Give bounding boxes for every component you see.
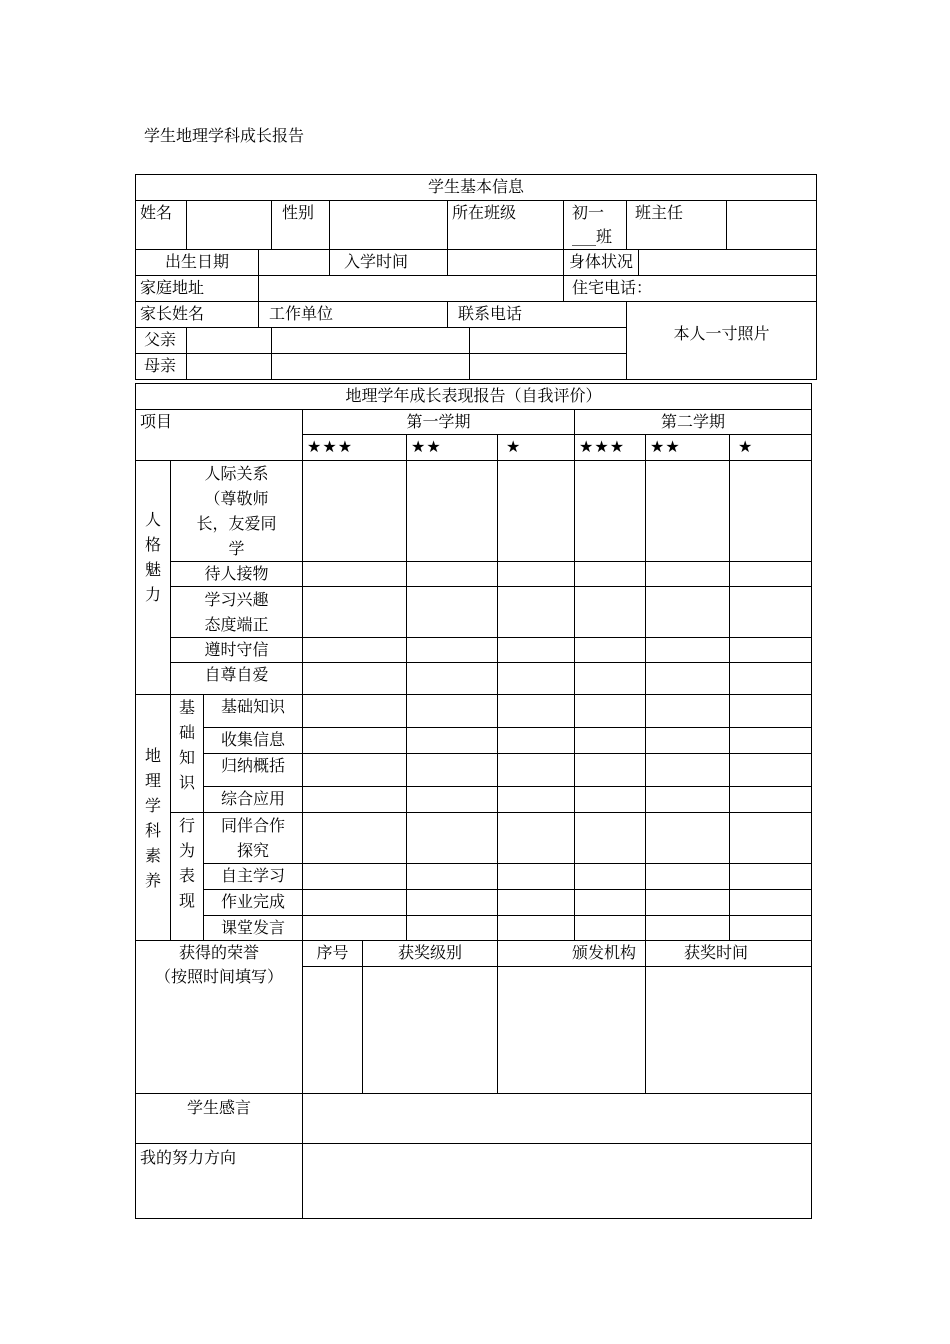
learning-attitude-item: 学习兴趣态度端正	[171, 587, 303, 638]
rating-cell[interactable]	[646, 813, 730, 864]
honors-title: 获得的荣誉	[178, 943, 259, 962]
photo-box: 本人一寸照片	[627, 302, 817, 380]
seq-header: 序号	[303, 941, 363, 967]
growth-report-header: 地理学年成长表现报告（自我评价）	[136, 384, 812, 410]
term1-label: 第一学期	[303, 410, 575, 435]
rating-cell[interactable]	[498, 461, 575, 562]
class-speech-item: 课堂发言	[204, 916, 303, 941]
rating-cell[interactable]	[498, 916, 575, 941]
rating-cell[interactable]	[303, 864, 407, 890]
rating-cell[interactable]	[303, 461, 407, 562]
rating-cell[interactable]	[407, 813, 498, 864]
rating-cell[interactable]	[730, 864, 812, 890]
rating-cell[interactable]	[303, 695, 407, 728]
father-phone-value[interactable]	[470, 328, 627, 354]
manners-item: 待人接物	[171, 562, 303, 587]
self-respect-item: 自尊自爱	[171, 663, 303, 695]
term2-one-star: ★	[730, 435, 812, 461]
birth-date-label: 出生日期	[136, 250, 259, 276]
rating-cell[interactable]	[498, 663, 575, 695]
rating-cell[interactable]	[407, 461, 498, 562]
rating-cell[interactable]	[730, 461, 812, 562]
feelings-label: 学生感言	[136, 1094, 303, 1144]
home-address-value[interactable]	[259, 276, 564, 302]
rating-cell[interactable]	[498, 813, 575, 864]
rating-cell[interactable]	[407, 754, 498, 787]
application-item: 综合应用	[204, 787, 303, 813]
rating-cell[interactable]	[575, 562, 646, 587]
rating-cell[interactable]	[646, 562, 730, 587]
term1-one-star: ★	[498, 435, 575, 461]
rating-cell[interactable]	[575, 587, 646, 638]
father-label: 父亲	[136, 328, 187, 354]
rating-cell[interactable]	[303, 728, 407, 754]
award-time-cell[interactable]	[646, 967, 812, 1094]
rating-cell[interactable]	[303, 663, 407, 695]
rating-cell[interactable]	[498, 587, 575, 638]
birth-date-value[interactable]	[259, 250, 330, 276]
basic-knowledge-item: 基础知识	[204, 695, 303, 728]
rating-cell[interactable]	[646, 754, 730, 787]
rating-cell[interactable]	[303, 754, 407, 787]
health-value[interactable]	[639, 250, 817, 276]
rating-cell[interactable]	[498, 890, 575, 916]
rating-cell[interactable]	[303, 638, 407, 663]
basic-knowledge-text: 基础知识	[179, 698, 196, 792]
name-label: 姓名	[136, 201, 187, 250]
rating-cell[interactable]	[303, 562, 407, 587]
rating-cell[interactable]	[646, 638, 730, 663]
class-label: 所在班级	[448, 201, 564, 250]
rating-cell[interactable]	[407, 638, 498, 663]
enroll-time-value[interactable]	[448, 250, 564, 276]
rating-cell[interactable]	[730, 787, 812, 813]
direction-label: 我的努力方向	[136, 1144, 303, 1219]
award-level-cell[interactable]	[363, 967, 498, 1094]
item-label: 项目	[136, 410, 303, 461]
rating-cell[interactable]	[407, 562, 498, 587]
document-title: 学生地理学科成长报告	[144, 126, 305, 145]
rating-cell[interactable]	[498, 638, 575, 663]
homework-item: 作业完成	[204, 890, 303, 916]
rating-cell[interactable]	[575, 787, 646, 813]
summarize-item: 归纳概括	[204, 754, 303, 787]
rating-cell[interactable]	[575, 813, 646, 864]
rating-cell[interactable]	[730, 728, 812, 754]
basic-knowledge-label	[171, 695, 204, 813]
behavior-text: 行为表现	[179, 816, 196, 910]
rating-cell[interactable]	[646, 728, 730, 754]
issuer-header: 颁发机构	[498, 941, 646, 967]
rating-cell[interactable]	[646, 890, 730, 916]
basic-info-header: 学生基本信息	[136, 175, 817, 201]
rating-cell[interactable]	[646, 787, 730, 813]
home-address-label: 家庭地址	[136, 276, 259, 302]
mother-label: 母亲	[136, 354, 187, 380]
rating-cell[interactable]	[407, 695, 498, 728]
home-phone-label: 住宅电话：	[564, 276, 817, 302]
mother-phone-value[interactable]	[470, 354, 627, 380]
rating-cell[interactable]	[498, 864, 575, 890]
term1-two-stars: ★★	[407, 435, 498, 461]
gender-label: 性别	[272, 201, 330, 250]
honors-label	[136, 941, 303, 1094]
rating-cell[interactable]	[730, 813, 812, 864]
award-level-header: 获奖级别	[363, 941, 498, 967]
rating-cell[interactable]	[730, 638, 812, 663]
health-label: 身体状况	[564, 250, 639, 276]
rating-cell[interactable]	[407, 916, 498, 941]
term2-two-stars: ★★	[646, 435, 730, 461]
rating-cell[interactable]	[498, 695, 575, 728]
rating-cell[interactable]	[646, 461, 730, 562]
feelings-cell[interactable]	[303, 1094, 812, 1144]
enroll-time-label: 入学时间	[330, 250, 448, 276]
rating-cell[interactable]	[407, 587, 498, 638]
rating-cell[interactable]	[303, 890, 407, 916]
rating-cell[interactable]	[407, 787, 498, 813]
rating-cell[interactable]	[407, 864, 498, 890]
cooperation-item: 同伴合作探究	[204, 813, 303, 864]
seq-cell[interactable]	[303, 967, 363, 1094]
rating-cell[interactable]	[646, 587, 730, 638]
parent-name-label: 家长姓名	[136, 302, 259, 328]
collect-info-item: 收集信息	[204, 728, 303, 754]
literacy-label	[136, 695, 171, 941]
honors-note: （按照时间填写）	[154, 967, 283, 986]
personality-text: 人格魅力	[145, 510, 162, 604]
rating-cell[interactable]	[303, 916, 407, 941]
rating-cell[interactable]	[730, 754, 812, 787]
basic-info-table	[135, 174, 817, 380]
head-teacher-value[interactable]	[727, 201, 817, 250]
rating-cell[interactable]	[730, 890, 812, 916]
issuer-cell[interactable]	[498, 967, 646, 1094]
rating-cell[interactable]	[303, 813, 407, 864]
rating-cell[interactable]	[575, 864, 646, 890]
rating-cell[interactable]	[646, 864, 730, 890]
rating-cell[interactable]	[575, 695, 646, 728]
contact-phone-label: 联系电话	[448, 302, 627, 328]
rating-cell[interactable]	[498, 562, 575, 587]
rating-cell[interactable]	[730, 562, 812, 587]
punctuality-item: 遵时守信	[171, 638, 303, 663]
rating-cell[interactable]	[646, 663, 730, 695]
rating-cell[interactable]	[407, 890, 498, 916]
rating-cell[interactable]	[730, 695, 812, 728]
rating-cell[interactable]	[575, 461, 646, 562]
rating-cell[interactable]	[575, 638, 646, 663]
rating-cell[interactable]	[498, 787, 575, 813]
rating-cell[interactable]	[730, 663, 812, 695]
term2-label: 第二学期	[575, 410, 812, 435]
rating-cell[interactable]	[407, 663, 498, 695]
direction-cell[interactable]	[303, 1144, 812, 1219]
personality-label	[136, 461, 171, 695]
rating-cell[interactable]	[730, 916, 812, 941]
rating-cell[interactable]	[575, 890, 646, 916]
rating-cell[interactable]	[575, 916, 646, 941]
rating-cell[interactable]	[498, 728, 575, 754]
rating-cell[interactable]	[303, 587, 407, 638]
interpersonal-item: 人际关系（尊敬师长，友爱同学	[171, 461, 303, 562]
term1-three-stars: ★★★	[303, 435, 407, 461]
rating-cell[interactable]	[575, 754, 646, 787]
mother-work-value[interactable]	[272, 354, 470, 380]
behavior-label	[171, 813, 204, 941]
gender-value[interactable]	[330, 201, 448, 250]
father-name-value[interactable]	[187, 328, 272, 354]
work-unit-label: 工作单位	[259, 302, 448, 328]
mother-name-value[interactable]	[187, 354, 272, 380]
rating-cell[interactable]	[575, 728, 646, 754]
rating-cell[interactable]	[575, 663, 646, 695]
class-value: 初一___班	[564, 201, 627, 250]
term2-three-stars: ★★★	[575, 435, 646, 461]
rating-cell[interactable]	[407, 728, 498, 754]
head-teacher-label: 班主任	[627, 201, 727, 250]
rating-cell[interactable]	[303, 787, 407, 813]
rating-cell[interactable]	[498, 754, 575, 787]
rating-cell[interactable]	[646, 916, 730, 941]
father-work-value[interactable]	[272, 328, 470, 354]
rating-cell[interactable]	[646, 695, 730, 728]
rating-cell[interactable]	[730, 587, 812, 638]
award-time-header: 获奖时间	[646, 941, 812, 967]
growth-report-table	[135, 383, 812, 1219]
literacy-text: 地理学科素养	[145, 745, 162, 890]
self-study-item: 自主学习	[204, 864, 303, 890]
name-value[interactable]	[187, 201, 272, 250]
